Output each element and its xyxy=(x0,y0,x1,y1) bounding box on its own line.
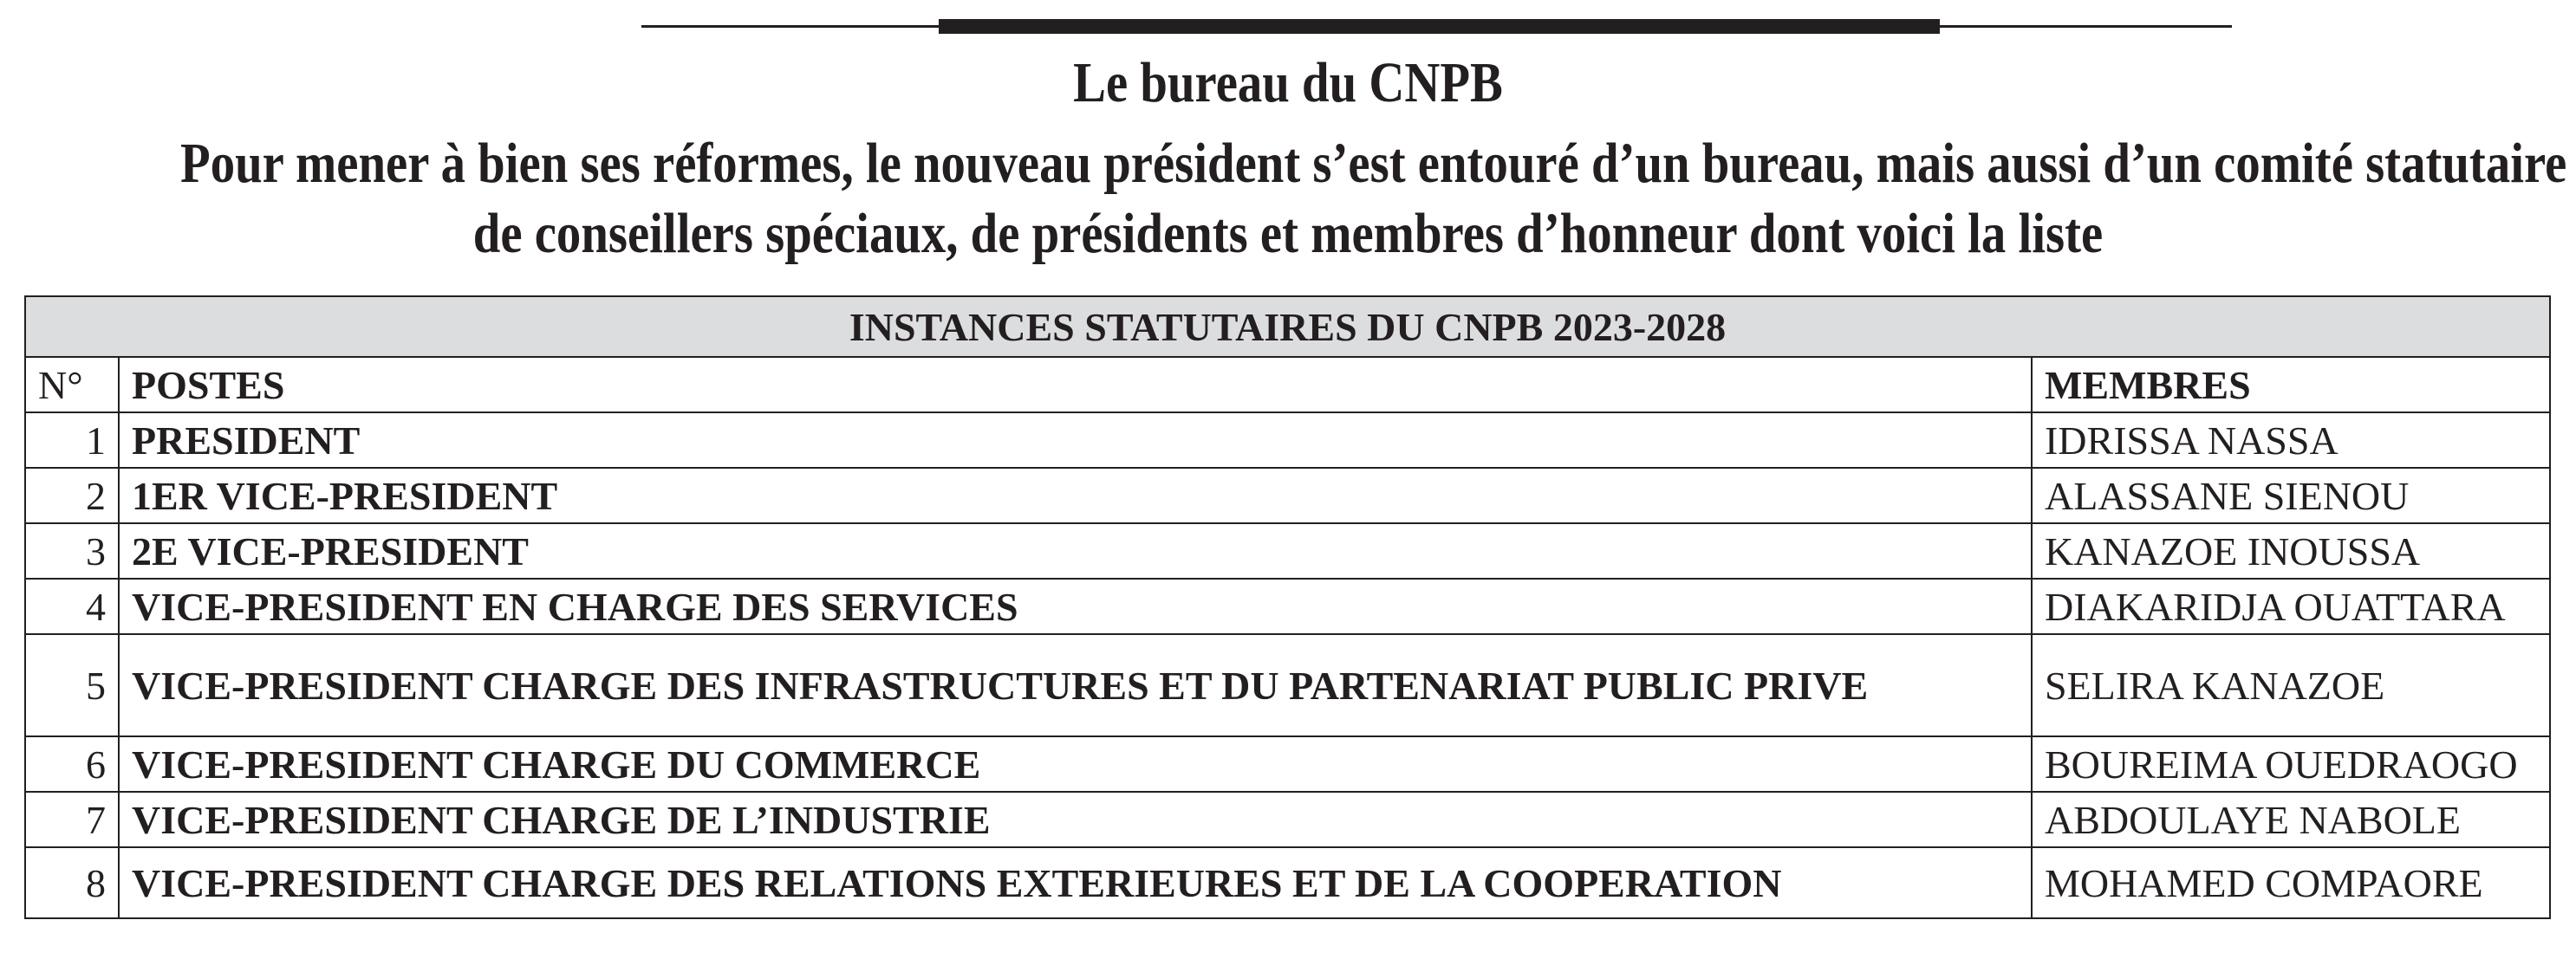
table-row xyxy=(25,634,2550,736)
row-number: 4 xyxy=(25,579,119,634)
header-number: N° xyxy=(25,357,119,412)
article-subtitle-line-2: de conseillers spéciaux, de présidents et membres d’honneur dont voici la liste xyxy=(472,202,2104,265)
row-member: ABDOULAYE NABOLE xyxy=(2032,792,2550,847)
row-member: KANAZOE INOUSSA xyxy=(2032,523,2550,579)
row-member: DIAKARIDJA OUATTARA xyxy=(2032,579,2550,634)
table-row xyxy=(25,412,2550,468)
table-row xyxy=(25,736,2550,792)
statutory-bodies-table xyxy=(24,295,2551,919)
table-row xyxy=(25,579,2550,634)
table-row xyxy=(25,468,2550,523)
table-row xyxy=(25,523,2550,579)
table-row xyxy=(25,792,2550,847)
row-number: 8 xyxy=(25,847,119,918)
row-post: VICE-PRESIDENT CHARGE DES INFRASTRUCTURES ET DU PARTENARIAT PUBLIC PRIVE xyxy=(119,634,2032,736)
row-member: MOHAMED COMPAORE xyxy=(2032,847,2550,918)
article-title: Le bureau du CNPB xyxy=(1073,51,1503,114)
header-posts: POSTES xyxy=(119,357,2032,412)
row-number: 1 xyxy=(25,412,119,468)
row-number: 6 xyxy=(25,736,119,792)
row-post: PRESIDENT xyxy=(119,412,2032,468)
row-member: ALASSANE SIENOU xyxy=(2032,468,2550,523)
row-post: VICE-PRESIDENT EN CHARGE DES SERVICES xyxy=(119,579,2032,634)
table-caption: INSTANCES STATUTAIRES DU CNPB 2023-2028 xyxy=(25,296,2550,357)
row-member: BOUREIMA OUEDRAOGO xyxy=(2032,736,2550,792)
table-header-row xyxy=(25,357,2550,412)
row-post: VICE-PRESIDENT CHARGE DU COMMERCE xyxy=(119,736,2032,792)
table-caption-row xyxy=(25,296,2550,357)
row-post: 1ER VICE-PRESIDENT xyxy=(119,468,2032,523)
row-number: 3 xyxy=(25,523,119,579)
article-subtitle-line-1: Pour mener à bien ses réformes, le nouveau président s’est entouré d’un bureau, mais aussi d’un comité statutaire xyxy=(180,132,2567,195)
row-member: SELIRA KANAZOE xyxy=(2032,634,2550,736)
row-post: VICE-PRESIDENT CHARGE DE L’INDUSTRIE xyxy=(119,792,2032,847)
row-post: 2E VICE-PRESIDENT xyxy=(119,523,2032,579)
row-member: IDRISSA NASSA xyxy=(2032,412,2550,468)
header-members: MEMBRES xyxy=(2032,357,2550,412)
top-rule-thick xyxy=(939,19,1940,34)
row-number: 5 xyxy=(25,634,119,736)
row-number: 7 xyxy=(25,792,119,847)
row-number: 2 xyxy=(25,468,119,523)
row-post: VICE-PRESIDENT CHARGE DES RELATIONS EXTERIEURES ET DE LA COOPERATION xyxy=(119,847,2032,918)
table-row xyxy=(25,847,2550,918)
